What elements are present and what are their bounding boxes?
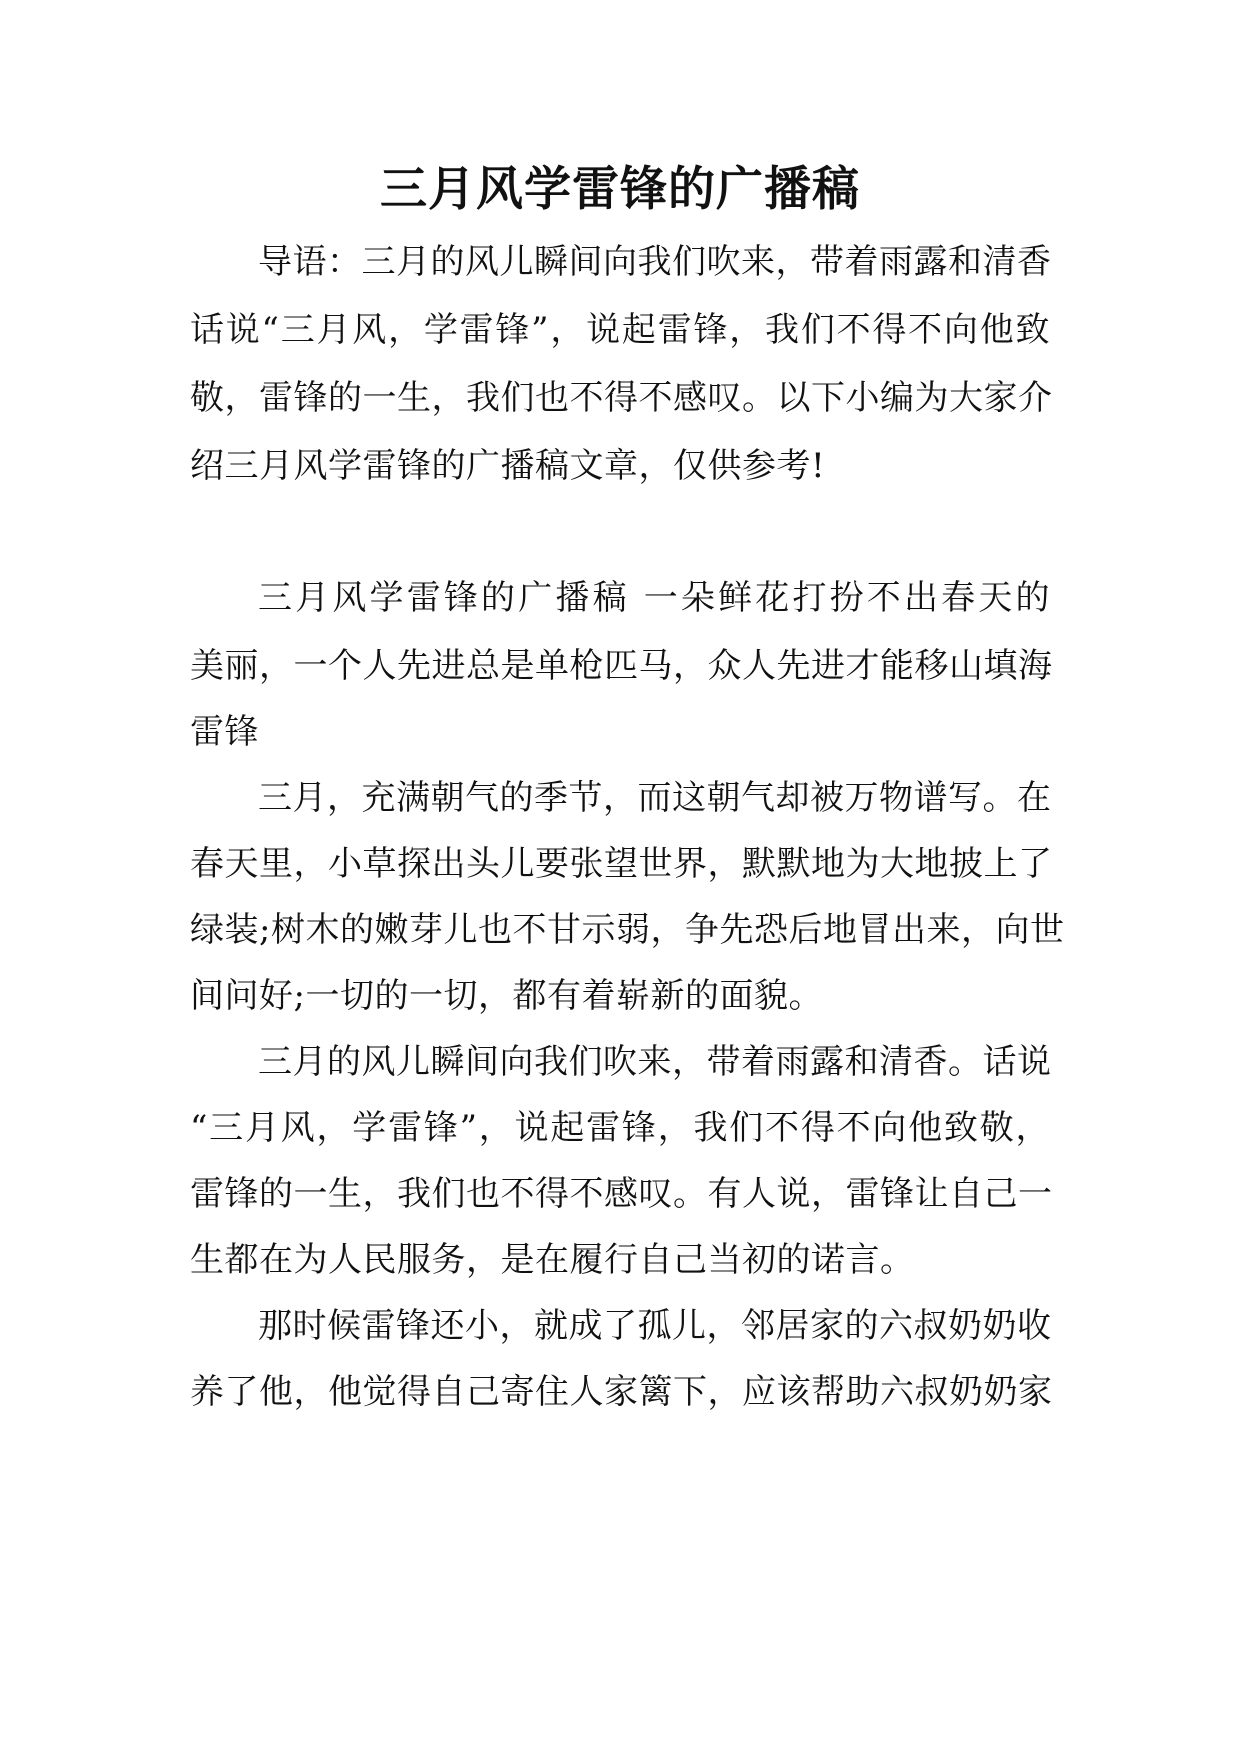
section-first-line	[258, 576, 1050, 620]
section-first-text: 一朵鲜花打扮不出春天的	[643, 578, 1051, 618]
intro-line-3: 敬，雷锋的一生，我们也不得不感叹。以下小编为大家介	[190, 378, 1053, 418]
section-line-2: 美丽，一个人先进总是单枪匹马，众人先进才能移山填海	[190, 646, 1053, 686]
para1-line-3: 绿装;树木的嫩芽儿也不甘示弱，争先恐后地冒出来，向世	[190, 910, 1065, 950]
para2-line-1: 三月的风儿瞬间向我们吹来，带着雨露和清香。话说	[258, 1042, 1052, 1082]
para1-line-2: 春天里，小草探出头儿要张望世界，默默地为大地披上了	[190, 844, 1053, 884]
section-line-3: 雷锋	[190, 712, 259, 752]
para1-line-1: 三月，充满朝气的季节，而这朝气却被万物谱写。在	[258, 778, 1052, 818]
intro-line-2: 话说“三月风，学雷锋”，说起雷锋，我们不得不向他致	[190, 310, 1050, 350]
para3-line-2: 养了他，他觉得自己寄住人家篱下，应该帮助六叔奶奶家	[190, 1372, 1053, 1412]
para2-line-4: 生都在为人民服务，是在履行自己当初的诺言。	[190, 1240, 915, 1280]
para2-line-2: “三月风，学雷锋”，说起雷锋，我们不得不向他致敬，	[190, 1108, 1050, 1148]
page-title: 三月风学雷锋的广播稿	[380, 162, 860, 217]
intro-line-4: 绍三月风学雷锋的广播稿文章，仅供参考!	[190, 446, 826, 486]
para1-line-4: 间问好;一切的一切，都有着崭新的面貌。	[190, 976, 823, 1016]
intro-line-1: 导语：三月的风儿瞬间向我们吹来，带着雨露和清香	[258, 242, 1052, 282]
para3-line-1: 那时候雷锋还小，就成了孤儿，邻居家的六叔奶奶收	[258, 1306, 1052, 1346]
section-heading: 三月风学雷锋的广播稿	[258, 578, 630, 618]
para2-line-3: 雷锋的一生，我们也不得不感叹。有人说，雷锋让自己一	[190, 1174, 1053, 1214]
